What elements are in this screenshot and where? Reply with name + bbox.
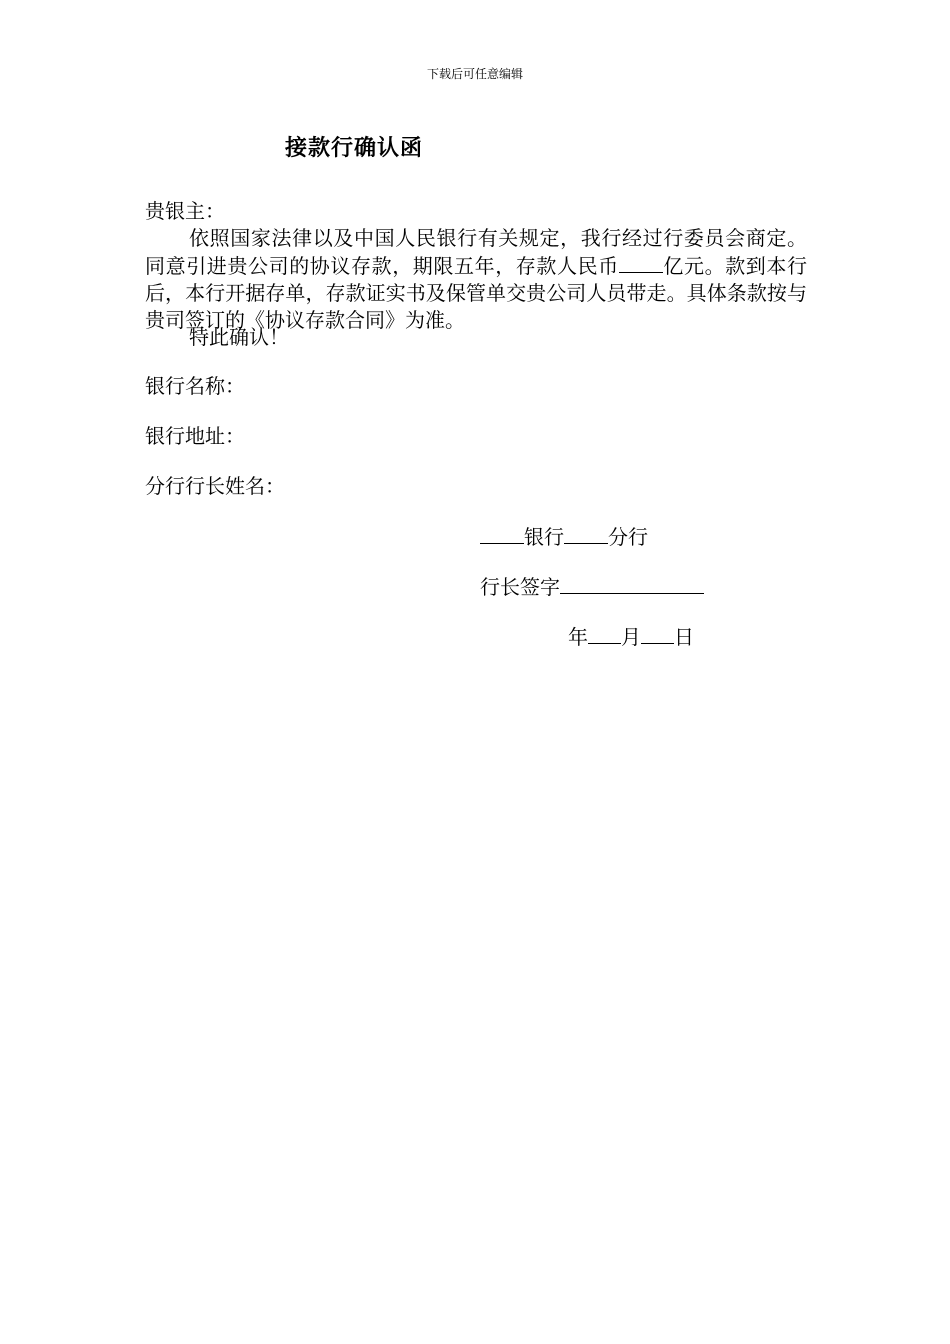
page-title: 接款行确认函 <box>285 136 424 161</box>
signature-sign-line <box>480 573 704 601</box>
day-blank[interactable] <box>641 623 674 644</box>
bank-suffix: 银行 <box>524 525 564 549</box>
bank-blank[interactable] <box>480 523 524 544</box>
month-label: 月 <box>621 625 641 649</box>
main-paragraph <box>145 225 807 334</box>
month-blank[interactable] <box>588 623 621 644</box>
day-label: 日 <box>674 625 694 649</box>
bank-name-label: 银行名称： <box>145 374 245 398</box>
sign-label: 行长签字 <box>480 575 560 599</box>
branch-manager-label: 分行行长姓名： <box>145 474 285 498</box>
paragraph-part-1: 依照国家法律以及中国人民银行有关规定，我行经过行委员会商定。同意引进贵公司的协议存款，期限五年，存款人民币 <box>145 226 807 278</box>
confirm-text: 特此确认！ <box>189 325 289 349</box>
signature-bank-line <box>480 523 648 551</box>
signature-blank[interactable] <box>560 573 704 594</box>
signature-date-line <box>568 623 694 651</box>
paragraph-part-2: 亿元。款到本行后，本行开据存单，存款证实书及保管单交贵公司人员带走。具体条款按与贵司签订的《协议存款合同》为准。 <box>145 254 808 332</box>
branch-suffix: 分行 <box>608 525 648 549</box>
header-note: 下载后可任意编辑 <box>426 67 523 81</box>
year-label: 年 <box>568 625 588 649</box>
amount-blank[interactable] <box>619 252 663 273</box>
bank-address-label: 银行地址： <box>145 424 245 448</box>
branch-blank[interactable] <box>564 523 608 544</box>
salutation: 贵银主： <box>145 199 225 223</box>
